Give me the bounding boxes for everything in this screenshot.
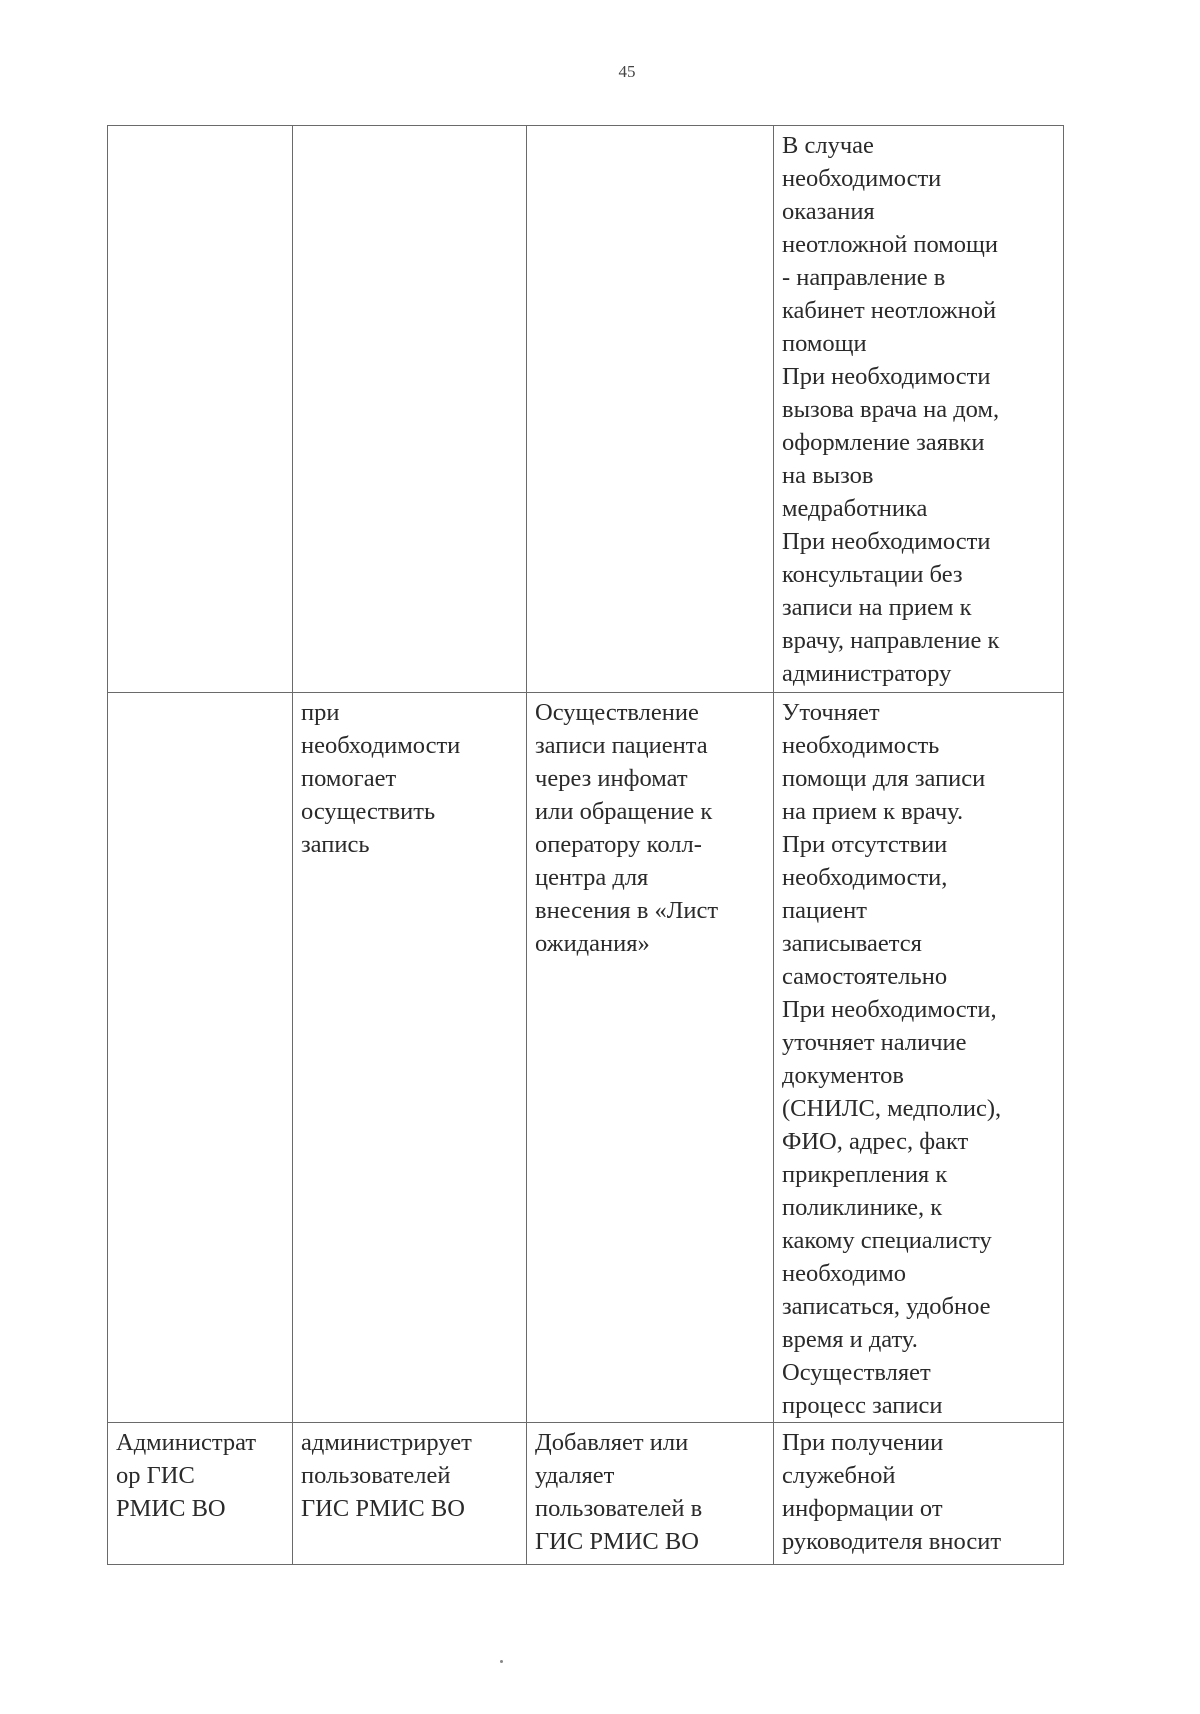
cell-text-line: При необходимости, <box>782 996 997 1023</box>
cell-text-line: информации от <box>782 1495 943 1522</box>
cell-text-line: ожидания» <box>535 930 650 957</box>
cell-text-line: При необходимости <box>782 528 991 555</box>
cell-text-line: оказания <box>782 198 875 225</box>
page-number: 45 <box>618 62 636 81</box>
cell-text-line: ФИО, адрес, факт <box>782 1128 969 1155</box>
cell-text-line: необходимости, <box>782 864 948 891</box>
cell-text-line: необходимости <box>782 165 942 192</box>
cell-text-line: на вызов <box>782 462 874 489</box>
table-cell <box>293 126 527 693</box>
cell-text-line: помогает <box>301 765 397 792</box>
cell-text-line: кабинет неотложной <box>782 297 997 324</box>
table-row <box>108 126 1064 693</box>
cell-text-line: время и дату. <box>782 1326 918 1353</box>
cell-text-line: запись <box>301 831 370 858</box>
cell-text-line: медработника <box>782 495 928 522</box>
cell-text-line: помощи для записи <box>782 765 986 792</box>
cell-text-line: уточняет наличие <box>782 1029 967 1056</box>
cell-text-line: при <box>301 699 340 726</box>
cell-text-line: При необходимости <box>782 363 991 390</box>
cell-text-line: поликлинике, к <box>782 1194 943 1221</box>
cell-text-line: Добавляет или <box>535 1429 689 1456</box>
table-cell <box>527 1423 774 1565</box>
cell-text-line: служебной <box>782 1462 896 1489</box>
cell-text-line: центра для <box>535 864 649 891</box>
cell-text-line: Администрат <box>116 1429 257 1456</box>
cell-text-line: пациент <box>782 897 867 924</box>
cell-text-line: (СНИЛС, медполис), <box>782 1095 1002 1122</box>
cell-text-line: необходимость <box>782 732 940 759</box>
table-cell <box>527 126 774 693</box>
cell-text-line: администратору <box>782 660 952 687</box>
cell-text-line: через инфомат <box>535 765 688 792</box>
table-cell <box>108 126 293 693</box>
document-table <box>107 125 1064 1565</box>
cell-text-line: Осуществление <box>535 699 699 726</box>
scan-speck <box>500 1660 503 1663</box>
cell-text-line: ГИС РМИС ВО <box>535 1528 699 1555</box>
cell-text-line: пользователей в <box>535 1495 703 1522</box>
cell-text-line: записи на прием к <box>782 594 972 621</box>
table-cell <box>293 693 527 1423</box>
cell-text-line: администрирует <box>301 1429 472 1456</box>
cell-text-line: ГИС РМИС ВО <box>301 1495 465 1522</box>
cell-text-line: процесс записи <box>782 1392 943 1419</box>
cell-text-line: - направление в <box>782 264 946 291</box>
cell-text-line: удаляет <box>535 1462 615 1489</box>
table-row <box>108 693 1064 1423</box>
cell-text-line: прикрепления к <box>782 1161 948 1188</box>
cell-text-line: руководителя вносит <box>782 1528 1002 1555</box>
cell-text-line: оформление заявки <box>782 429 985 456</box>
cell-text-line: При отсутствии <box>782 831 948 858</box>
cell-text-line: вызова врача на дом, <box>782 396 1000 423</box>
cell-text-line: ор ГИС <box>116 1462 195 1489</box>
table-row <box>108 1423 1064 1565</box>
cell-text-line: на прием к врачу. <box>782 798 964 825</box>
cell-text-line: внесения в «Лист <box>535 897 719 924</box>
cell-text-line: врачу, направление к <box>782 627 1000 654</box>
table-cell <box>293 1423 527 1565</box>
cell-text-line: неотложной помощи <box>782 231 999 258</box>
cell-text-line: записаться, удобное <box>782 1293 991 1320</box>
table-cell <box>774 126 1064 693</box>
cell-text-line: оператору колл- <box>535 831 702 858</box>
cell-text-line: или обращение к <box>535 798 713 825</box>
cell-text-line: помощи <box>782 330 867 357</box>
cell-text-line: осуществить <box>301 798 436 825</box>
table-cell <box>527 693 774 1423</box>
table-cell <box>774 1423 1064 1565</box>
cell-text-line: необходимо <box>782 1260 906 1287</box>
cell-text-line: Осуществляет <box>782 1359 931 1386</box>
cell-text-line: какому специалисту <box>782 1227 992 1254</box>
cell-text-line: пользователей <box>301 1462 451 1489</box>
cell-text-line: самостоятельно <box>782 963 948 990</box>
table-cell <box>108 1423 293 1565</box>
table-cell <box>774 693 1064 1423</box>
cell-text-line: документов <box>782 1062 904 1089</box>
cell-text-line: В случае <box>782 132 874 159</box>
cell-text-line: необходимости <box>301 732 461 759</box>
cell-text-line: Уточняет <box>782 699 880 726</box>
cell-text-line: консультации без <box>782 561 963 588</box>
cell-text-line: записи пациента <box>535 732 708 759</box>
table-cell <box>108 693 293 1423</box>
cell-text-line: РМИС ВО <box>116 1495 226 1522</box>
cell-text-line: записывается <box>782 930 922 957</box>
cell-text-line: При получении <box>782 1429 944 1456</box>
